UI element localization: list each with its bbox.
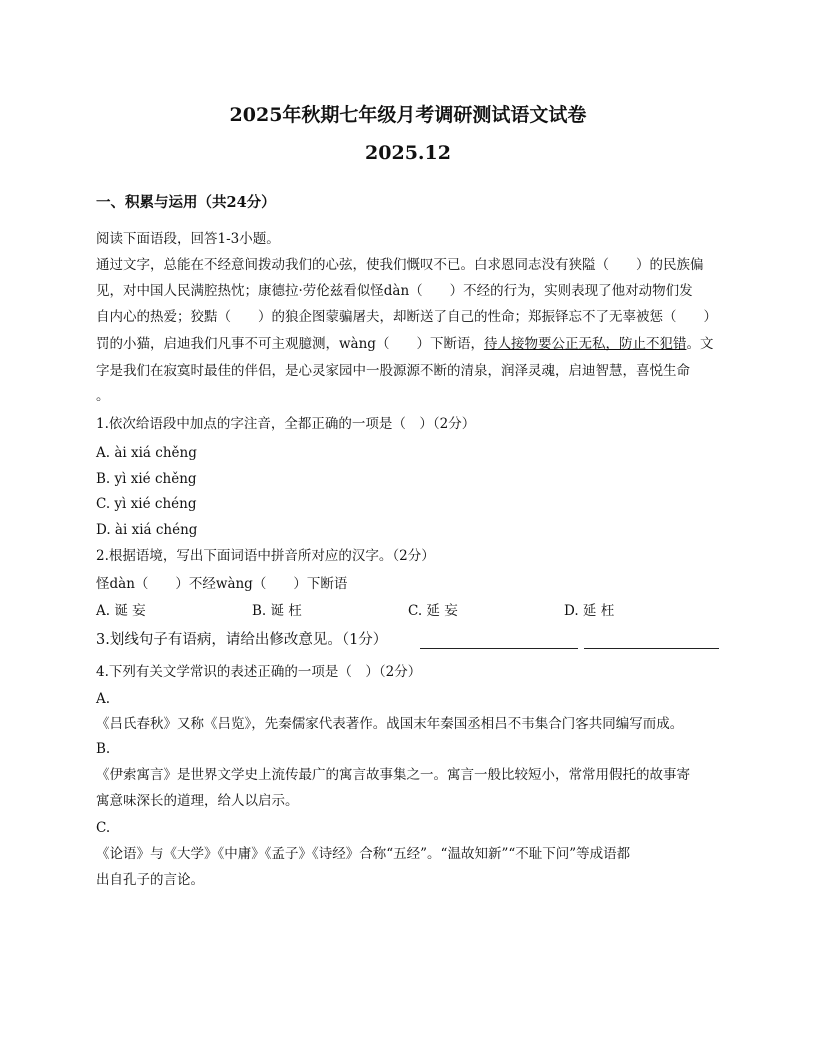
- question-4-option-c-label: C.: [96, 820, 111, 836]
- answer-blank[interactable]: [584, 647, 719, 649]
- question-4-option-a-label: A.: [96, 691, 111, 707]
- question-2-sub: 怪dàn（ ）不经wàng（ ）下断语: [96, 576, 348, 592]
- question-2-option-b: B. 诞 枉: [252, 603, 302, 619]
- question-4-option-b-label: B.: [96, 741, 111, 757]
- section-heading: 一、积累与运用（共24分）: [96, 194, 276, 211]
- question-2-option-c: C. 延 妄: [408, 603, 458, 619]
- question-1-option-b: B. yì xié chěng: [96, 471, 197, 487]
- passage-text: 。文: [686, 336, 714, 352]
- underlined-sentence: 待人接物要公正无私，防止不犯错: [483, 336, 687, 352]
- passage-line: 。: [96, 388, 110, 404]
- passage-line: 字是我们在寂寞时最佳的伴侣，是心灵家园中一股源源不断的清泉，润泽灵魂，启迪智慧，喜悦生命: [96, 363, 690, 379]
- passage-line: 自内心的热爱；狡黠（ ）的狼企图蒙骗屠夫，却断送了自己的性命；郑振铎忘不了无辜被惩（ ）: [96, 309, 717, 325]
- passage-text: 罚的小猫，启迪我们凡事不可主观臆测，wàng（ ）下断语，: [96, 336, 484, 352]
- question-4-stem: 4.下列有关文学常识的表述正确的一项是（ ）（2分）: [96, 664, 422, 680]
- passage-line: 见，对中国人民满腔热忱；康德拉·劳伦兹看似怪dàn（ ）不经的行为，实则表现了他对动物们发: [96, 283, 693, 299]
- passage-line: 通过文字，总能在不经意间拨动我们的心弦，使我们慨叹不已。白求恩同志没有狭隘（ ）的民族偏: [96, 257, 704, 273]
- exam-title: 2025年秋期七年级月考调研测试语文试卷: [229, 104, 587, 126]
- question-2-option-a: A. 诞 妄: [96, 603, 146, 619]
- question-1-stem: 1.依次给语段中加点的字注音，全都正确的一项是（ ）（2分）: [96, 416, 476, 432]
- question-1-option-c: C. yì xié chéng: [96, 496, 197, 512]
- question-4-option-c-text: 出自孔子的言论。: [96, 872, 204, 888]
- passage-line-with-underline: [96, 334, 726, 354]
- question-1-option-a: A. ài xiá chěng: [96, 445, 197, 461]
- question-3-stem: 3.划线句子有语病，请给出修改意见。（1分）: [96, 632, 388, 648]
- question-4-option-a-text: 《吕氏春秋》又称《吕览》，先秦儒家代表著作。战国末年秦国丞相吕不韦集合门客共同编写而成。: [96, 716, 684, 732]
- question-4-option-b-text: 寓意味深长的道理，给人以启示。: [96, 793, 299, 809]
- question-4-option-b-text: 《伊索寓言》是世界文学史上流传最广的寓言故事集之一。寓言一般比较短小，常常用假托的故事寄: [96, 767, 690, 783]
- question-2-option-d: D. 延 枉: [564, 603, 615, 619]
- passage-intro: 阅读下面语段，回答1-3小题。: [96, 231, 280, 247]
- answer-blank[interactable]: [420, 647, 578, 649]
- question-2-stem: 2.根据语境，写出下面词语中拼音所对应的汉字。（2分）: [96, 548, 435, 564]
- question-1-option-d: D. ài xiá chéng: [96, 522, 198, 538]
- exam-date: 2025.12: [365, 142, 451, 164]
- question-4-option-c-text: 《论语》与《大学》《中庸》《孟子》《诗经》合称“五经”。“温故知新”“不耻下问”等成语都: [96, 846, 631, 862]
